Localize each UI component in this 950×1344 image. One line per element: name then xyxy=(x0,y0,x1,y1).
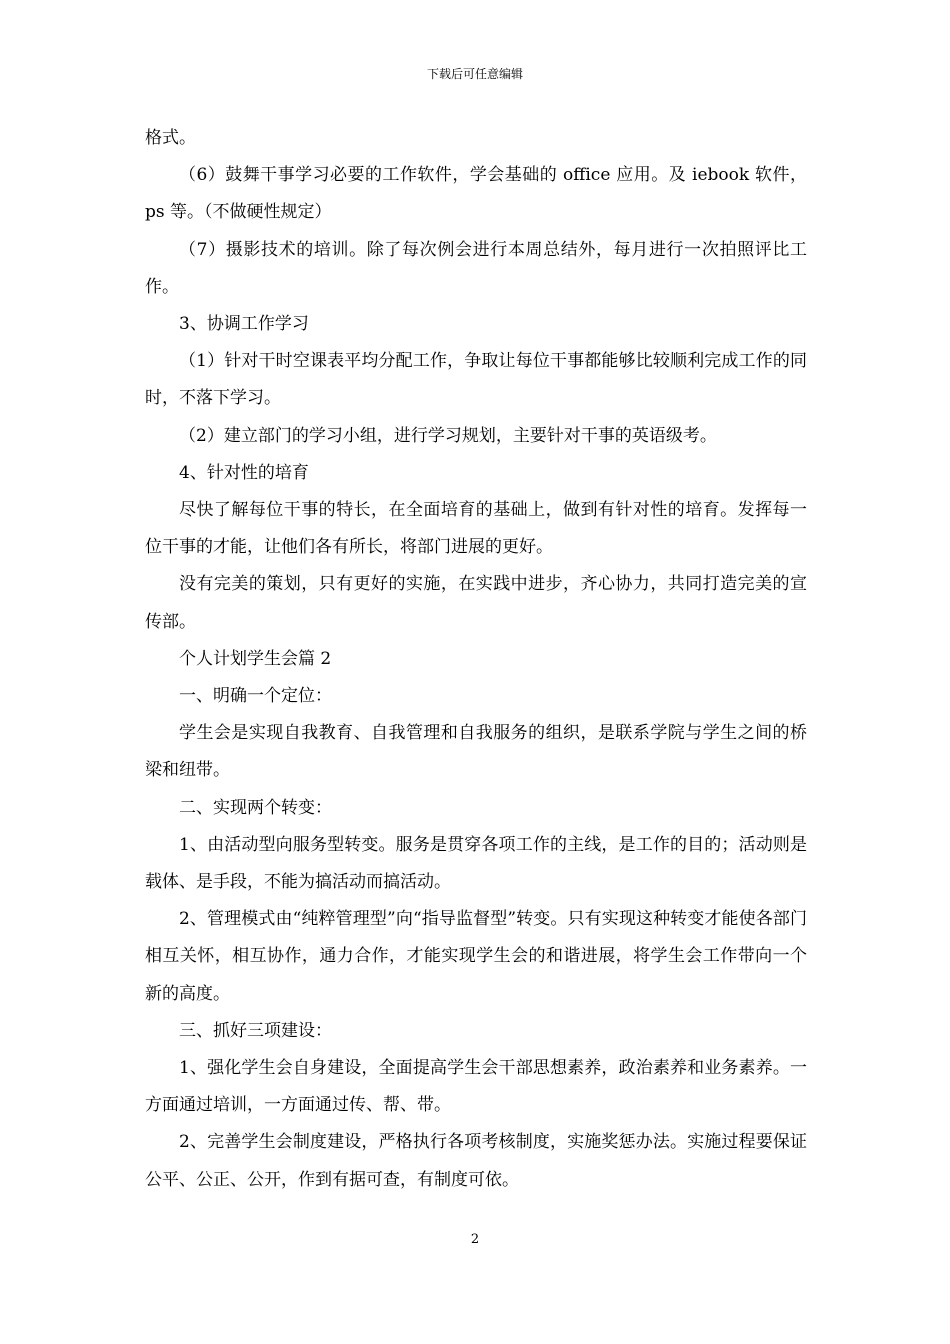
paragraph: 格式。 xyxy=(145,128,196,148)
paragraph: 没有完美的策划，只有更好的实施，在实践中进步，齐心协力，共同打造完美的宣传部。 xyxy=(145,574,807,632)
paragraph: （7）摄影技术的培训。除了每次例会进行本周总结外，每月进行一次拍照评比工作。 xyxy=(145,239,807,297)
page-number: 2 xyxy=(470,1232,480,1247)
paragraph: 尽快了解每位干事的特长，在全面培育的基础上，做到有针对性的培育。发挥每一位干事的才能，让他们各有所长，将部门进展的更好。 xyxy=(145,500,807,558)
paragraph: 1、由活动型向服务型转变。服务是贯穿各项工作的主线，是工作的目的；活动则是载体、是手段，不能为搞活动而搞活动。 xyxy=(145,834,807,893)
section-heading: 一、明确一个定位： xyxy=(179,686,332,707)
document-body xyxy=(145,120,807,1199)
paragraph: （1）针对干时空课表平均分配工作，争取让每位干事都能够比较顺利完成工作的同时，不落下学习。 xyxy=(145,351,807,409)
paragraph: 学生会是实现自我教育、自我管理和自我服务的组织，是联系学院与学生之间的桥梁和纽带。 xyxy=(145,723,807,781)
section-heading: 三、抓好三项建设： xyxy=(179,1020,332,1041)
paragraph: （6）鼓舞干事学习必要的工作软件，学会基础的 office 应用。及 iebook 软件，ps 等。（不做硬性规定） xyxy=(145,165,807,223)
section-heading: 二、实现两个转变： xyxy=(179,797,332,818)
paragraph: （2）建立部门的学习小组，进行学习规划，主要针对干事的英语级考。 xyxy=(179,425,717,446)
section-heading: 3、协调工作学习 xyxy=(179,314,309,335)
page-header: 下载后可任意编辑 xyxy=(426,67,523,81)
section-heading: 4、针对性的培育 xyxy=(179,462,309,483)
article-title: 个人计划学生会篇 2 xyxy=(179,648,332,669)
paragraph: 2、完善学生会制度建设，严格执行各项考核制度，实施奖惩办法。实施过程要保证公平、公正、公开，作到有据可查，有制度可依。 xyxy=(145,1132,807,1190)
paragraph: 1、强化学生会自身建设，全面提高学生会干部思想素养，政治素养和业务素养。一方面通过培训，一方面通过传、帮、带。 xyxy=(145,1058,807,1116)
paragraph: 2、管理模式由“纯粹管理型”向“指导监督型”转变。只有实现这种转变才能使各部门相互关怀，相互协作，通力合作，才能实现学生会的和谐进展，将学生会工作带向一个新的高度。 xyxy=(145,909,807,1004)
